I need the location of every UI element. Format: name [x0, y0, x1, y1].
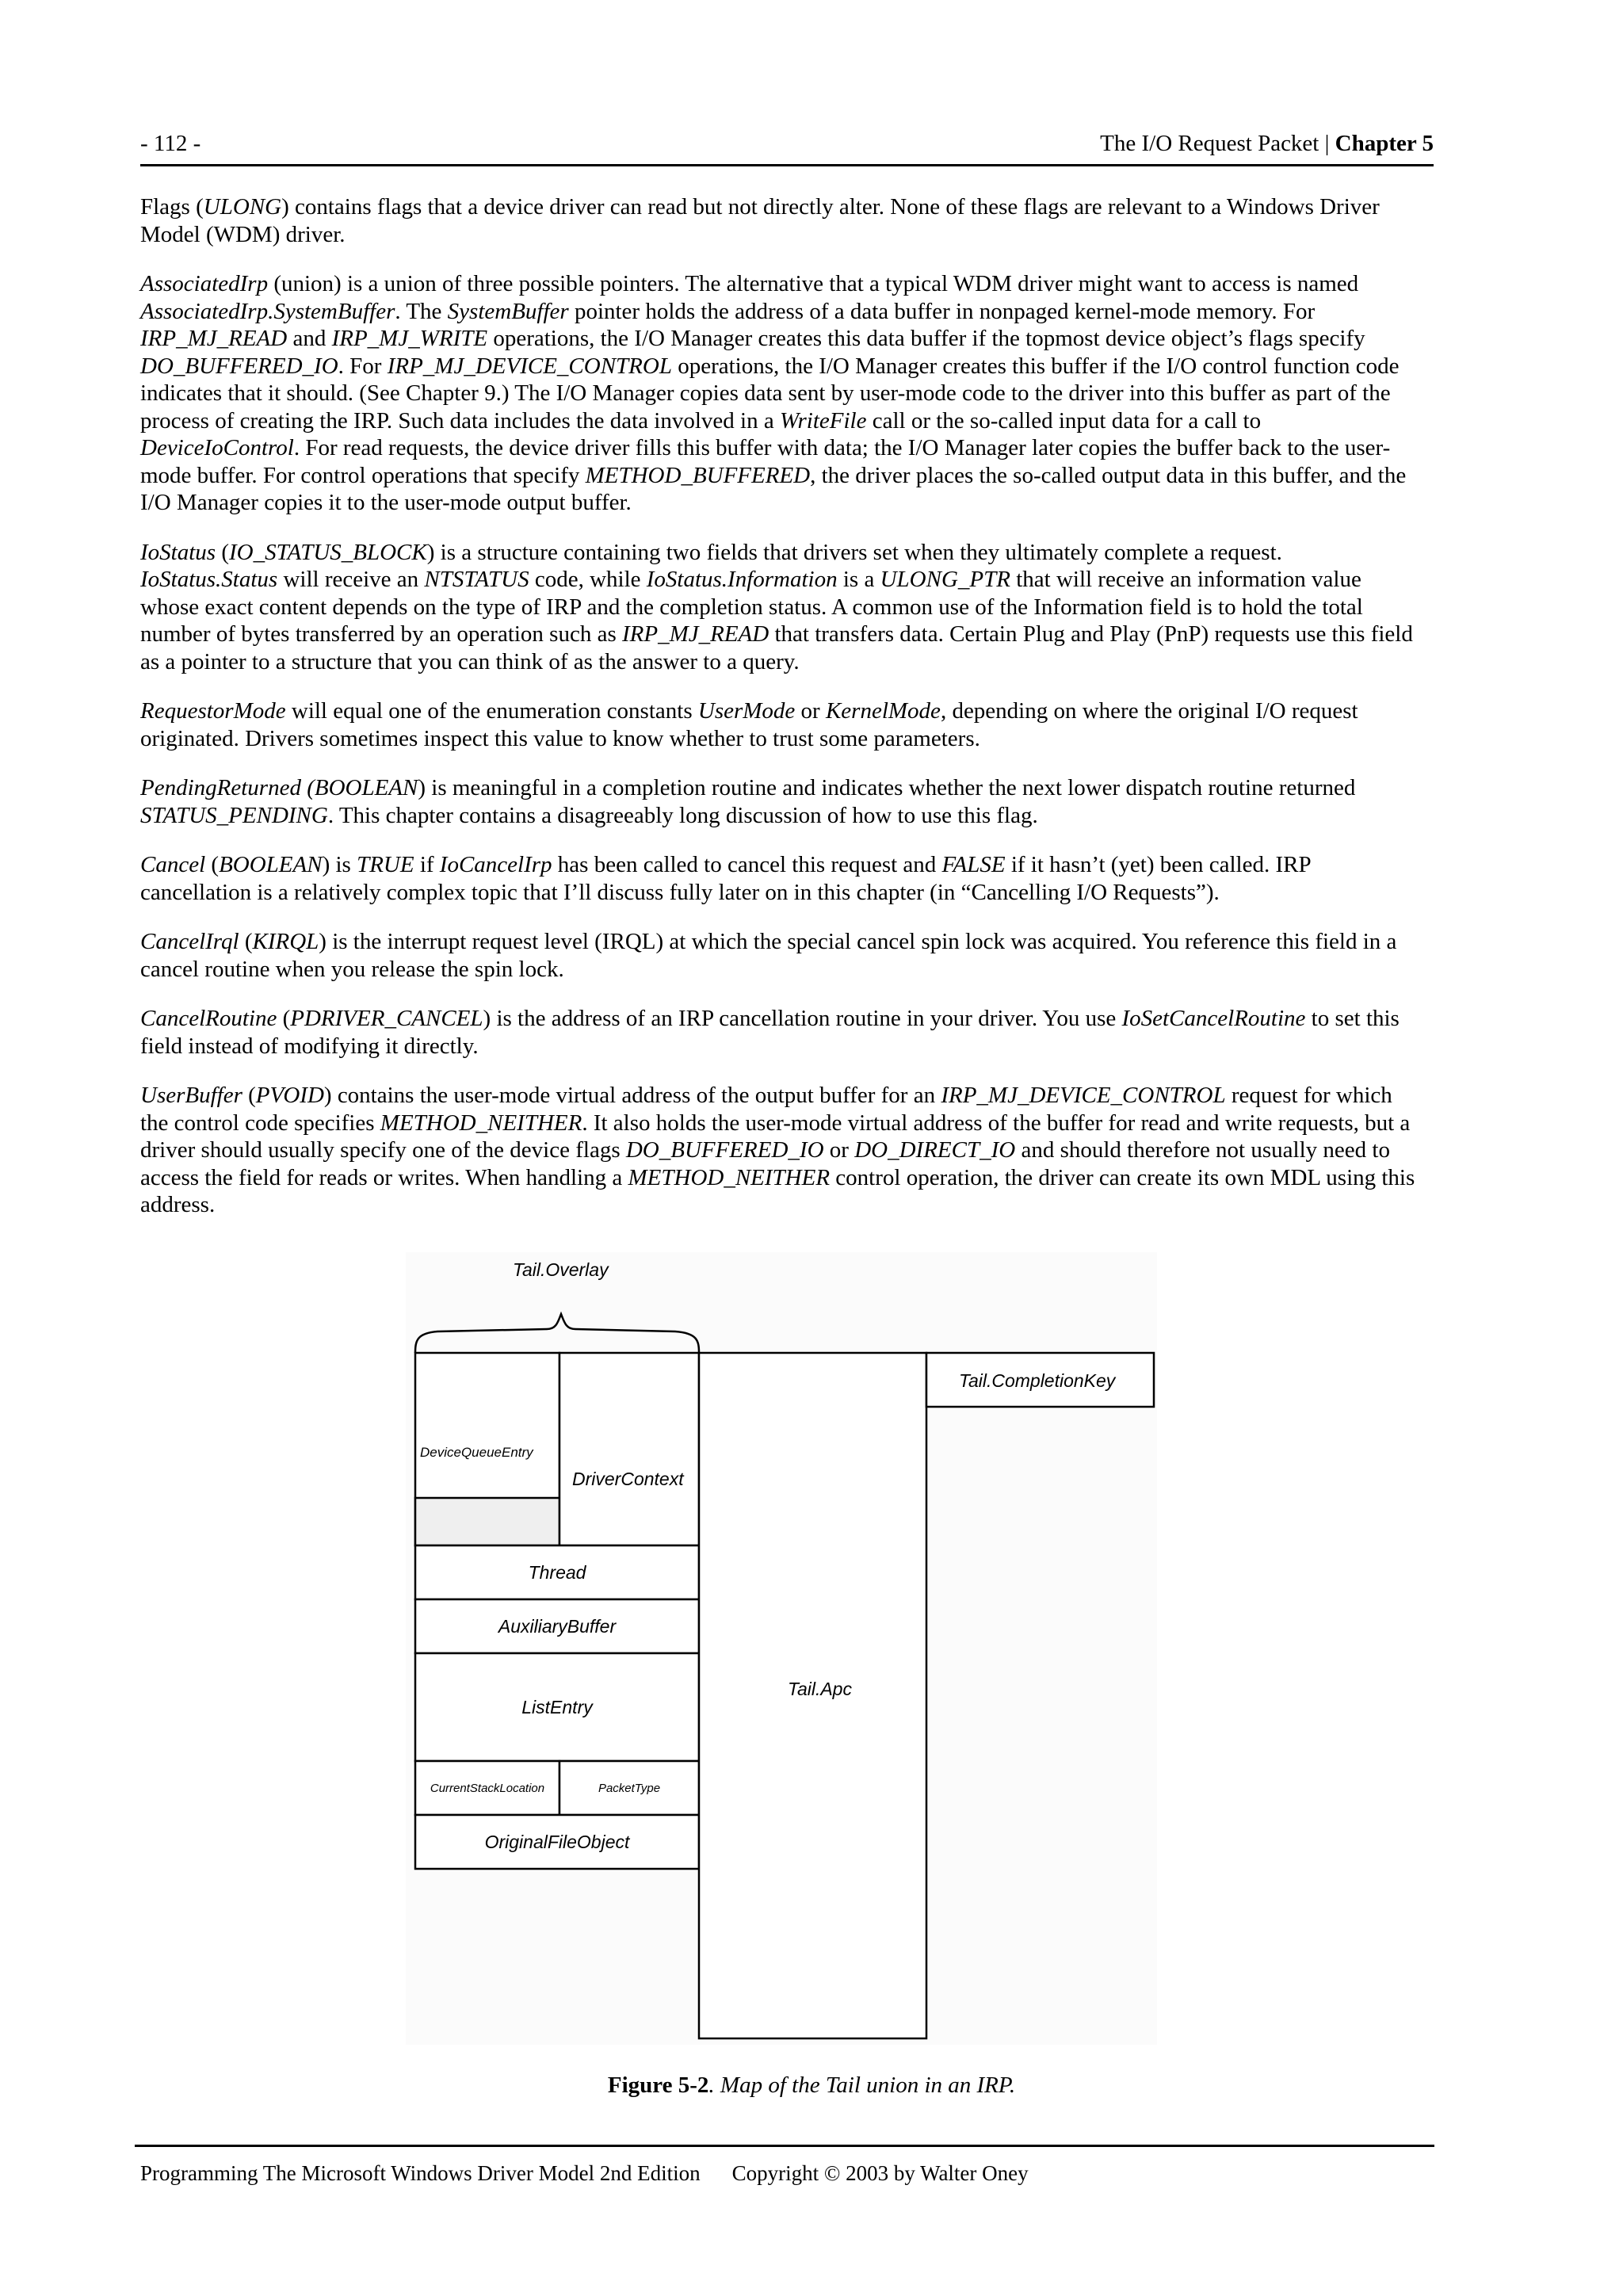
paragraph-segment: SystemBuffer — [447, 298, 569, 324]
paragraph-segment: that transfers data. Certain Plug and Play (PnP) requests use this field as a pointer to a structure that you can think of as the answer to a query. — [140, 621, 1413, 674]
page-footer — [135, 2145, 1434, 2185]
paragraph-segment: (union) is a union of three possible pointers. The alternative that a typical WDM driver might want to access is named — [268, 271, 1359, 296]
paragraph-segment: is a — [837, 567, 880, 592]
paragraph-segment: CancelIrql — [140, 929, 239, 954]
paragraph-segment: ( — [205, 852, 220, 877]
chapter-label: Chapter 5 — [1335, 131, 1434, 156]
paragraph-segment: KernelMode — [825, 698, 941, 724]
tail-union-figure — [406, 1252, 1157, 2045]
page-header — [140, 129, 1434, 166]
paragraph-segment: CancelRoutine — [140, 1006, 277, 1031]
paragraph-segment: control operation, the driver can create its own MDL using this address. — [140, 1164, 1415, 1217]
paragraph-segment: . It also holds the user-mode virtual address of the buffer for read and write requests, but a driver should usually specify one of the device flags — [140, 1110, 1411, 1163]
paragraph-segment: , the driver places the so-called output data in this buffer, and the I/O Manager copies it to the user-mode output buffer. — [140, 462, 1407, 515]
body-text — [140, 193, 1416, 1241]
paragraph-segment: UserMode — [697, 698, 796, 724]
paragraph-pending-returned — [140, 774, 1416, 829]
paragraph-segment: IoStatus.Status — [140, 567, 278, 592]
paragraph-cancel-irql — [140, 928, 1416, 983]
overlay-label: Tail.Overlay — [513, 1259, 609, 1280]
paragraph-segment: METHOD_BUFFERED — [585, 462, 811, 488]
paragraph-segment: . For — [338, 353, 388, 379]
paragraph-segment: pointer holds the address of a data buffer in nonpaged kernel-mode memory. For — [568, 298, 1316, 324]
paragraph-segment: ) contains the user-mode virtual address of the output buffer for an — [323, 1083, 941, 1108]
paragraph-segment: DO_BUFFERED_IO — [140, 353, 338, 379]
driver-context-box — [559, 1353, 699, 1545]
tail-apc-label: Tail.Apc — [788, 1679, 852, 1699]
paragraph-segment: PendingReturned (BOOLEAN — [140, 775, 418, 800]
paragraph-segment: ULONG_PTR — [880, 567, 1010, 592]
paragraph-segment: or — [795, 698, 826, 724]
running-title — [1100, 131, 1434, 157]
paragraph-associated-irp — [140, 270, 1416, 517]
paragraph-io-status — [140, 539, 1416, 676]
paragraph-segment: ( — [242, 1083, 256, 1108]
paragraph-segment: AssociatedIrp.SystemBuffer — [140, 298, 395, 324]
figure-number: Figure 5-2 — [607, 2073, 709, 2098]
paragraph-segment: IRP_MJ_WRITE — [331, 326, 488, 351]
paragraph-segment: DO_BUFFERED_IO — [625, 1137, 824, 1163]
figure-caption — [0, 2073, 1623, 2099]
paragraph-segment: IRP_MJ_DEVICE_CONTROL — [941, 1083, 1226, 1108]
paragraph-segment: request for which the control code specifies — [140, 1083, 1392, 1136]
thread-label: Thread — [528, 1562, 586, 1583]
paragraph-segment: IO_STATUS_BLOCK — [228, 539, 427, 565]
running-title-text: The I/O Request Packet | — [1100, 131, 1335, 156]
paragraph-segment: Flags ( — [140, 194, 204, 220]
paragraph-segment: or — [823, 1137, 855, 1163]
paragraph-segment: PDRIVER_CANCEL — [290, 1006, 483, 1031]
paragraph-segment: will receive an — [277, 567, 425, 592]
paragraph-user-buffer — [140, 1082, 1416, 1219]
packet-type-label: PacketType — [598, 1782, 661, 1795]
figure-caption-text: . Map of the Tail union in an IRP. — [708, 2073, 1016, 2098]
paragraph-segment: and should therefore not usually need to access the field for reads or writes. When handling a — [140, 1137, 1390, 1190]
paragraph-segment: ( — [239, 929, 253, 954]
paragraph-segment: , depending on where the original I/O request originated. Drivers sometimes inspect this value to know whether to trust some parameters. — [140, 698, 1358, 751]
paragraph-segment: . The — [395, 298, 448, 324]
paragraph-segment: KIRQL — [252, 929, 319, 954]
paragraph-requestor-mode — [140, 697, 1416, 752]
paragraph-segment: . For read requests, the device driver fills this buffer with data; the I/O Manager later copies the buffer back to the user-mode buffer. For control operations that specify — [140, 435, 1391, 488]
driver-context-label: DriverContext — [572, 1469, 684, 1489]
paragraph-segment: IRP_MJ_READ — [140, 326, 288, 351]
paragraph-segment: IoStatus.Information — [646, 567, 838, 592]
paragraph-segment: AssociatedIrp — [140, 271, 269, 296]
paragraph-segment: UserBuffer — [140, 1083, 242, 1108]
paragraph-segment: NTSTATUS — [424, 567, 529, 592]
paragraph-segment: IoStatus — [140, 539, 216, 565]
paragraph-segment: code, while — [529, 567, 647, 592]
paragraph-segment: WriteFile — [779, 407, 867, 434]
paragraph-segment: to set this field instead of modifying it directly. — [140, 1006, 1400, 1059]
paragraph-segment: Cancel — [140, 852, 206, 877]
paragraph-segment: ) is — [322, 852, 357, 877]
device-queue-entry-label: DeviceQueueEntry — [420, 1445, 533, 1460]
current-stack-location-label: CurrentStackLocation — [430, 1782, 545, 1795]
paragraph-segment: ) is meaningful in a completion routine and indicates whether the next lower dispatch routine returned — [418, 775, 1356, 800]
paragraph-segment: IRP_MJ_READ — [622, 621, 769, 647]
paragraph-segment: if — [414, 852, 440, 877]
paragraph-segment: and — [287, 326, 332, 351]
paragraph-segment: operations, the I/O Manager creates this data buffer if the topmost device object’s flags specify — [487, 326, 1365, 351]
paragraph-segment: METHOD_NEITHER — [628, 1164, 831, 1190]
paragraph-segment: ) is the interrupt request level (IRQL) at which the special cancel spin lock was acquired. You reference this field in a cancel routine when you release the spin lock. — [140, 929, 1397, 982]
paragraph-segment: operations, the I/O Manager creates this buffer if the I/O control function code indicates that it should. (See Chapter 9.) The I/O Manager copies data sent by user-mode code to the driver into this buffer as part of the process of creating the IRP. Such data includes the data involved in a — [140, 353, 1400, 434]
completion-key-label: Tail.CompletionKey — [959, 1370, 1116, 1391]
paragraph-segment: ) is a structure containing two fields that drivers set when they ultimately complete a request. — [426, 539, 1282, 565]
paragraph-segment: IoCancelIrp — [439, 852, 552, 877]
original-file-object-label: OriginalFileObject — [484, 1832, 630, 1852]
footer-text — [140, 2161, 1029, 2186]
paragraph-segment: has been called to cancel this request and — [552, 852, 942, 877]
paragraph-segment: ) contains flags that a device driver can read but not directly alter. None of these flags are relevant to a Windows Driver Model (WDM) driver. — [140, 194, 1380, 247]
paragraph-segment: ( — [216, 539, 229, 565]
paragraph-segment: . This chapter contains a disagreeably long discussion of how to use this flag. — [327, 802, 1038, 828]
auxiliary-buffer-label: AuxiliaryBuffer — [498, 1616, 617, 1637]
paragraph-segment: will equal one of the enumeration constants — [285, 698, 698, 724]
paragraph-segment: IoSetCancelRoutine — [1121, 1006, 1306, 1031]
paragraph-segment: PVOID — [255, 1083, 324, 1108]
paragraph-segment: BOOLEAN — [219, 852, 323, 877]
paragraph-cancel — [140, 851, 1416, 906]
device-queue-entry-gap — [415, 1498, 559, 1545]
paragraph-segment: TRUE — [357, 852, 414, 877]
paragraph-segment: IRP_MJ_DEVICE_CONTROL — [387, 353, 672, 379]
list-entry-label: ListEntry — [521, 1697, 593, 1717]
paragraph-segment: FALSE — [941, 852, 1006, 877]
paragraph-segment: DO_DIRECT_IO — [854, 1137, 1016, 1163]
paragraph-segment: call or the so-called input data for a call to — [866, 407, 1262, 434]
paragraph-segment: ULONG — [203, 194, 282, 220]
paragraph-segment: ( — [277, 1006, 291, 1031]
paragraph-cancel-routine — [140, 1005, 1416, 1060]
paragraph-flags — [140, 193, 1416, 248]
paragraph-segment: that will receive an information value whose exact content depends on the type of IRP and the completion status. A common use of the Information field is to hold the total number of bytes transferred by an operation such as — [140, 567, 1363, 647]
paragraph-segment: DeviceIoControl — [140, 435, 294, 460]
paragraph-segment: RequestorMode — [140, 698, 286, 724]
page-number: - 112 - — [140, 131, 201, 156]
paragraph-segment: STATUS_PENDING — [140, 802, 328, 828]
paragraph-segment: ) is the address of an IRP cancellation routine in your driver. You use — [483, 1006, 1122, 1031]
footer-copyright: Copyright © 2003 by Walter Oney — [731, 2161, 1029, 2185]
paragraph-segment: if it hasn’t (yet) been called. IRP cancellation is a relatively complex topic that I’ll discuss fully later on in this chapter (in “Cancelling I/O Requests”). — [140, 852, 1311, 905]
footer-book-title: Programming The Microsoft Windows Driver Model 2nd Edition — [140, 2161, 701, 2185]
paragraph-segment: METHOD_NEITHER — [380, 1110, 582, 1136]
